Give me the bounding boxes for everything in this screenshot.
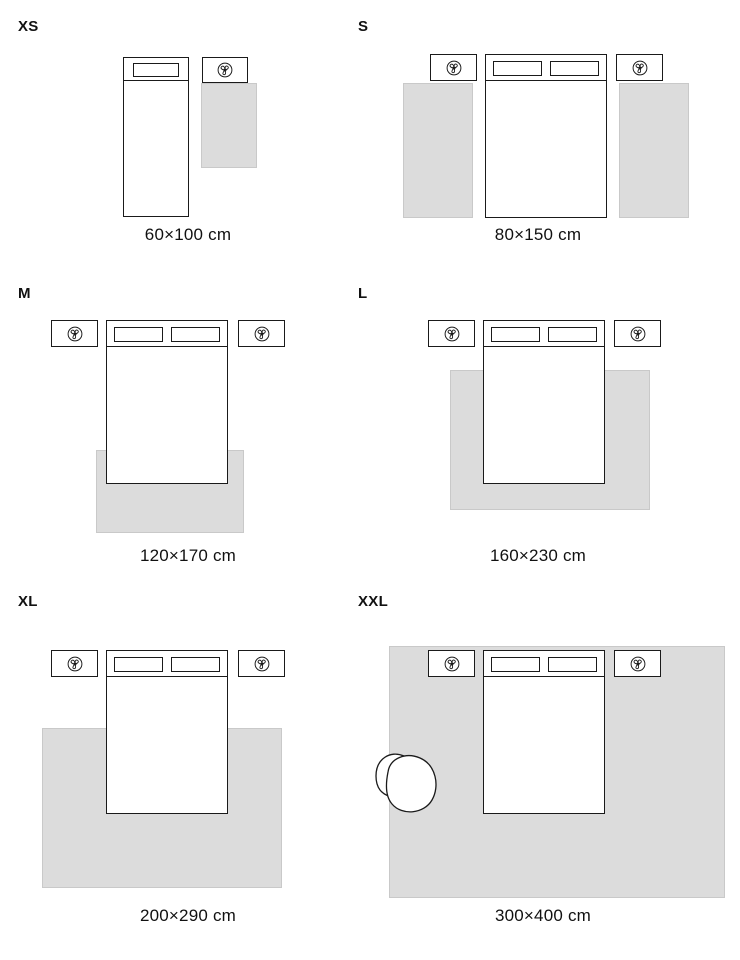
caption-m: 120×170 cm (139, 546, 237, 565)
nightstand-s-left (430, 54, 477, 81)
scene-xl (18, 628, 358, 898)
lamp-icon (66, 325, 84, 343)
bed-s (485, 80, 607, 218)
pillow-xl-left (114, 657, 163, 672)
pillow-l-right (548, 327, 597, 342)
lamp-icon (66, 655, 84, 673)
pillow-s-left (493, 61, 542, 76)
size-label-xs: XS (18, 18, 39, 35)
caption-xs: 60×100 cm (144, 225, 232, 244)
size-label-xxl: XXL (358, 593, 389, 610)
nightstand-m-left (51, 320, 98, 347)
rug-s-left (403, 83, 473, 218)
lamp-icon (443, 655, 461, 673)
lamp-icon (629, 655, 647, 673)
pillow-m-right (171, 327, 220, 342)
nightstand-xxl-right (614, 650, 661, 677)
caption-l: 160×230 cm (489, 546, 587, 565)
scene-s (358, 28, 718, 208)
lamp-icon (631, 59, 649, 77)
pillow-xxl-left (491, 657, 540, 672)
rug-xs (201, 83, 257, 168)
lamp-icon (253, 655, 271, 673)
size-label-s: S (358, 18, 369, 35)
pillow-xxl-right (548, 657, 597, 672)
armchair-icon (366, 815, 452, 832)
nightstand-xl-right (238, 650, 285, 677)
nightstand-l-right (614, 320, 661, 347)
lamp-icon (445, 59, 463, 77)
size-label-m: M (18, 285, 31, 302)
lamp-icon (253, 325, 271, 343)
nightstand-s-right (616, 54, 663, 81)
pillow-m-left (114, 327, 163, 342)
pillow-xl-right (171, 657, 220, 672)
rug-s-right (619, 83, 689, 218)
caption-xxl: 300×400 cm (494, 906, 592, 925)
scene-xxl (358, 628, 728, 898)
bed-m (106, 346, 228, 484)
nightstand-l-left (428, 320, 475, 347)
bed-xl (106, 676, 228, 814)
diagram-cell-xs (18, 10, 358, 260)
bed-l (483, 346, 605, 484)
scene-l (358, 298, 718, 528)
scene-m (18, 298, 358, 528)
size-label-l: L (358, 285, 368, 302)
bed-xs (123, 80, 189, 217)
size-label-xl: XL (18, 593, 38, 610)
nightstand-xl-left (51, 650, 98, 677)
pillow-xs (133, 63, 179, 77)
diagram-cell-xxl (358, 588, 728, 948)
diagram-cell-l (358, 280, 718, 580)
nightstand-m-right (238, 320, 285, 347)
caption-xl: 200×290 cm (139, 906, 237, 925)
diagram-cell-xl (18, 588, 358, 948)
diagram-cell-s (358, 10, 718, 260)
nightstand-xs (202, 57, 248, 83)
lamp-icon (443, 325, 461, 343)
pillow-l-left (491, 327, 540, 342)
diagram-cell-m (18, 280, 358, 580)
lamp-icon (216, 61, 234, 79)
armchair-xxl (366, 746, 452, 828)
pillow-s-right (550, 61, 599, 76)
caption-s: 80×150 cm (494, 225, 582, 244)
nightstand-xxl-left (428, 650, 475, 677)
scene-xs (18, 28, 358, 208)
bed-xxl (483, 676, 605, 814)
lamp-icon (629, 325, 647, 343)
